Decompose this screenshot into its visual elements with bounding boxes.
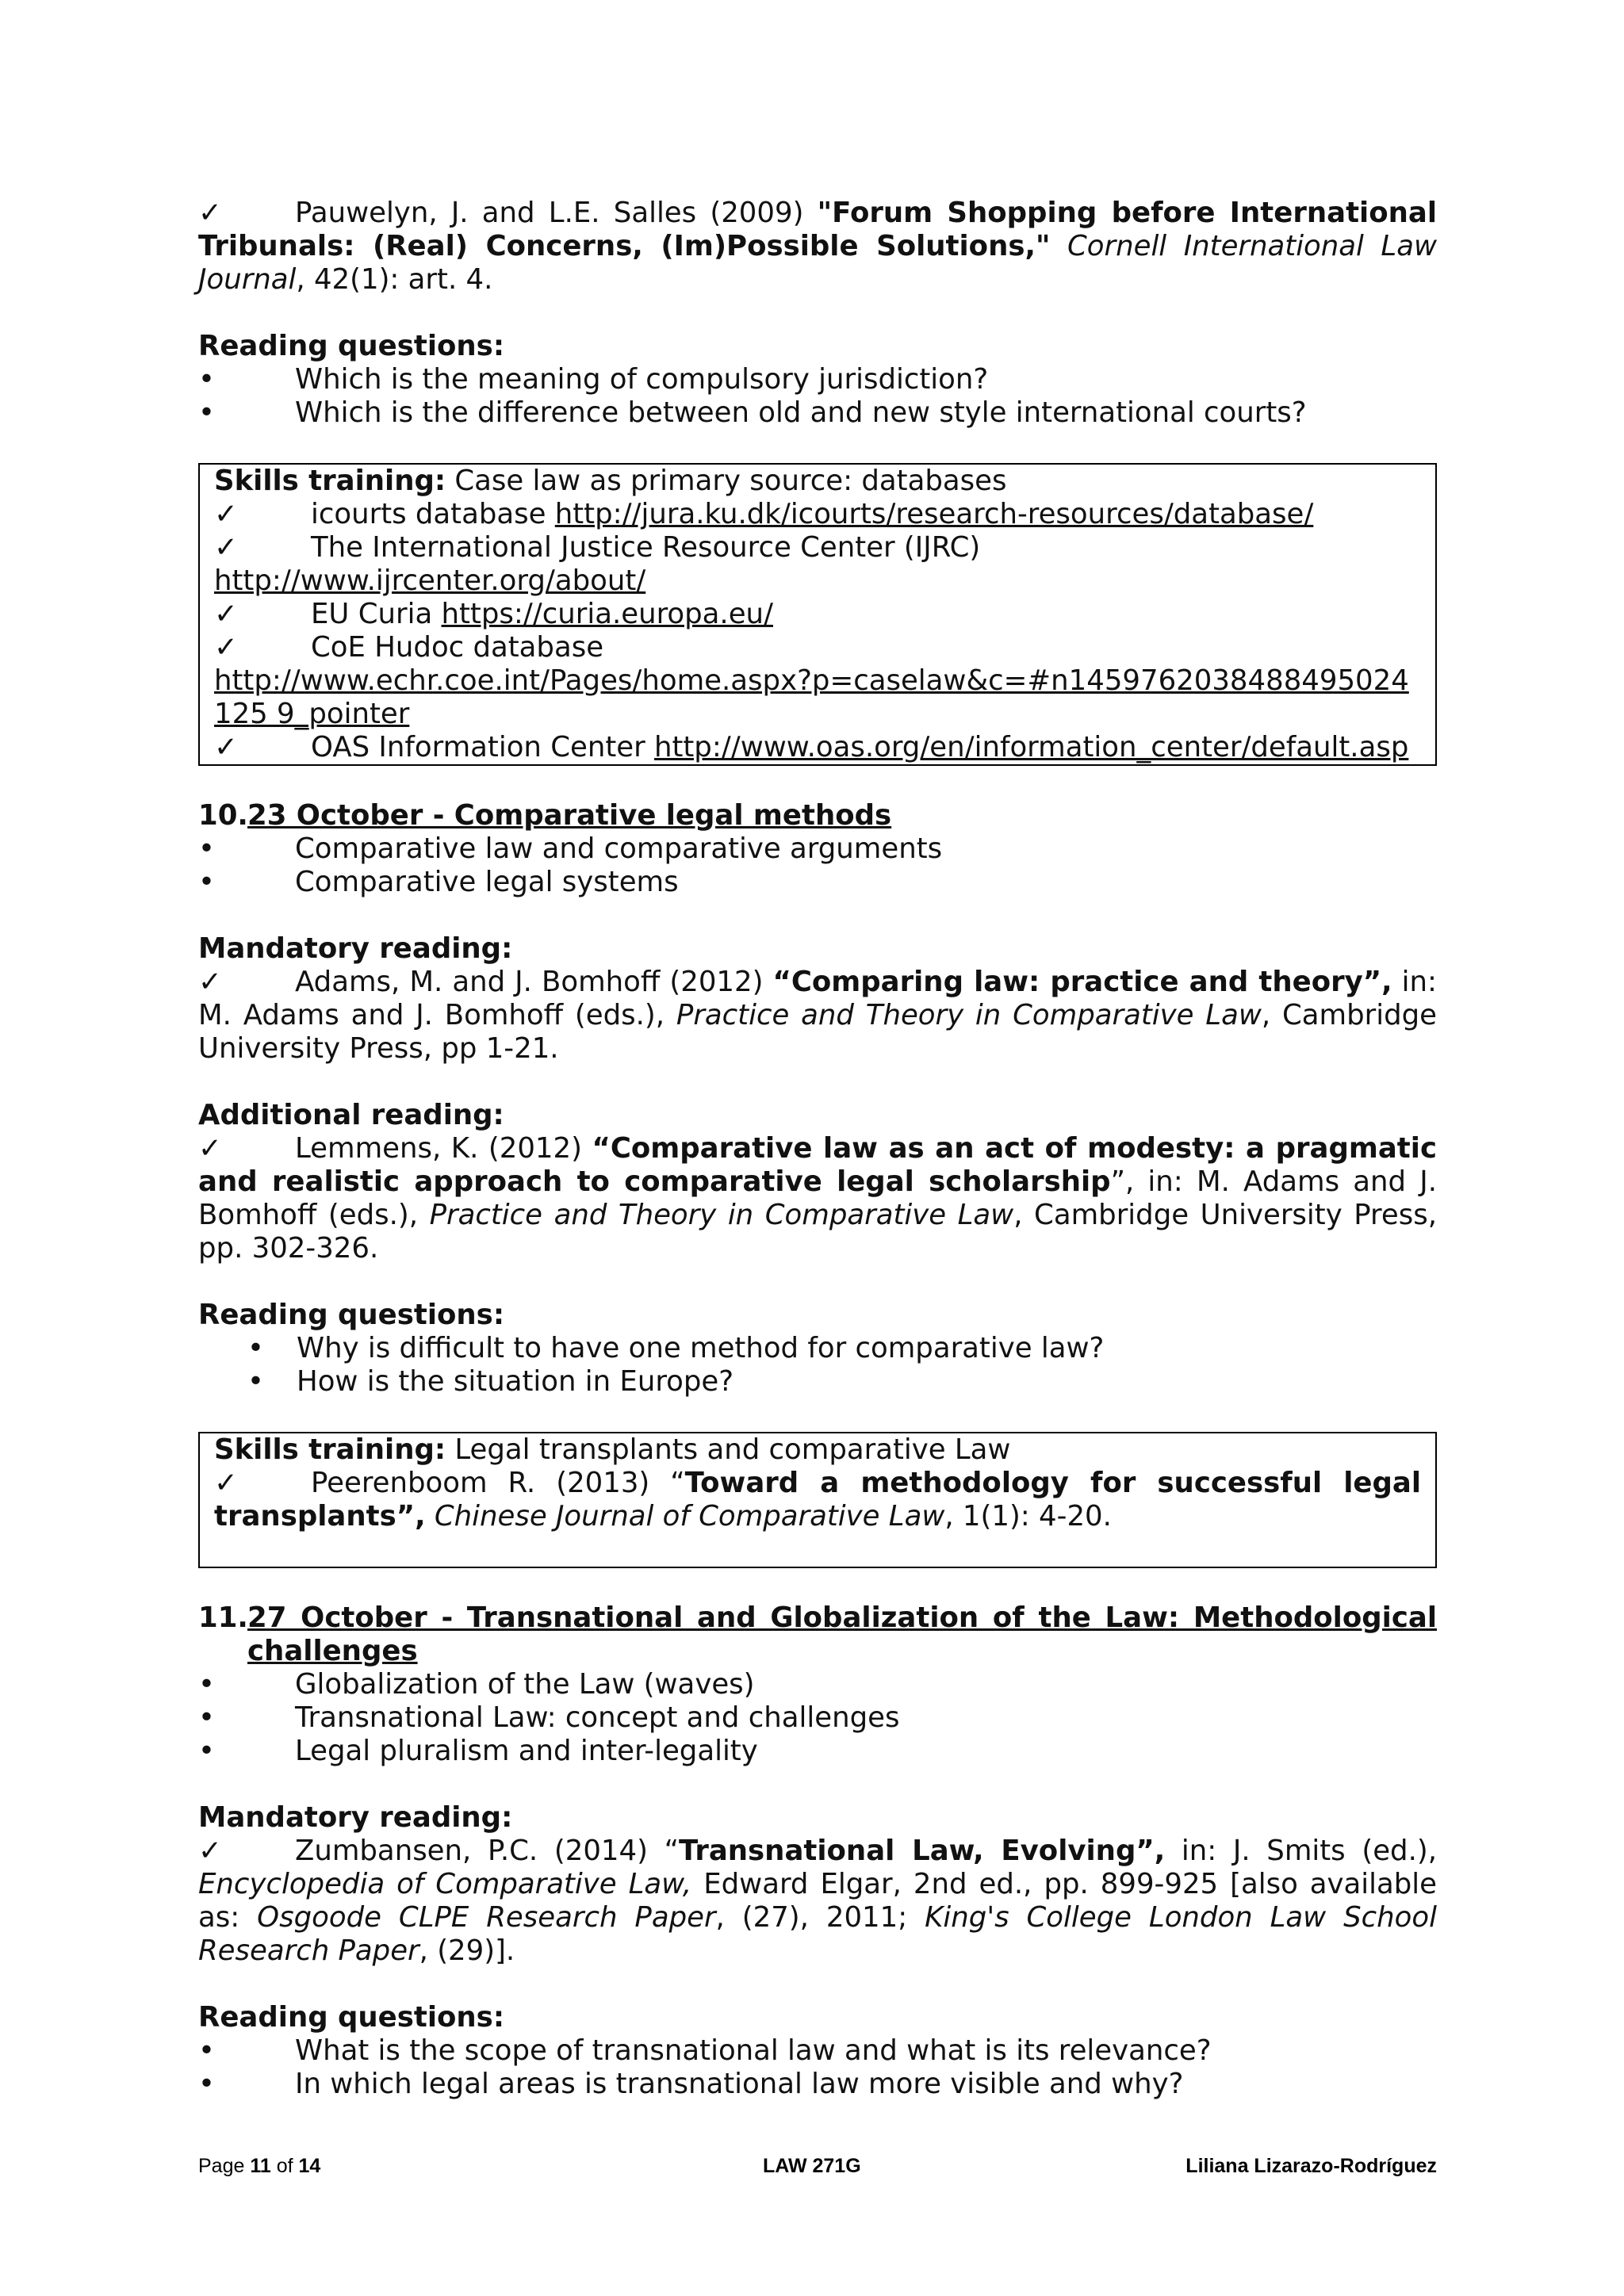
reference-peerenboom: ✓ Peerenboom R. (2013) “Toward a methodology for successful legal transplants”, Chinese Journal of Comparative Law, 1(1): 4-20. [214, 1467, 1421, 1533]
checkmark-icon: ✓ [214, 631, 238, 664]
checkmark-icon: ✓ [214, 498, 238, 530]
list-item: • How is the situation in Europe? [247, 1365, 734, 1398]
checkmark-icon: ✓ [214, 731, 238, 763]
curia-link[interactable]: https://curia.europa.eu/ [441, 598, 773, 630]
bullet-icon: • [198, 2034, 215, 2067]
page-number: Page 11 of 14 [198, 2155, 321, 2177]
checkmark-icon: ✓ [214, 531, 238, 564]
document-page [198, 197, 1437, 2101]
section-11-heading: 11. 27 October - Transnational and Globalization of the Law: Methodological challenges [198, 1601, 1437, 1667]
list-item: • Why is difficult to have one method for comparative law? [247, 1332, 1105, 1364]
list-item: • Globalization of the Law (waves) [198, 1668, 755, 1701]
reading-questions-heading: Reading questions: [198, 330, 505, 362]
list-item: • Comparative law and comparative arguments [198, 832, 943, 865]
list-item: ✓ OAS Information Center http://www.oas.org/en/information_center/default.asp [214, 731, 1409, 763]
list-item: • In which legal areas is transnational law more visible and why? [198, 2068, 1184, 2100]
reference-lemmens: ✓ Lemmens, K. (2012) “Comparative law as an act of modesty: a pragmatic and realistic approach to comparative legal scholarship”, in: M. Adams and J. Bomhoff (eds.), Practice and Theory in Comparative Law, Cambridge University Press, pp. 302-326. [198, 1132, 1437, 1265]
list-item: • Transnational Law: concept and challenges [198, 1701, 900, 1734]
list-item: ✓ EU Curia https://curia.europa.eu/ [214, 598, 773, 630]
skills-training-box: Skills training: Case law as primary source: databases ✓ icourts database http://jura.ku.dk/icourts/research-resources/database/ ✓ The International Justice Resource Center (IJRC) http://www.ijrcenter.org/about/ ✓ EU Curia https://curia.europa.eu/ ✓ CoE Hudoc database http://www.echr.coe.int/Pages/home.aspx?p=caselaw&c=#n1459762038488495024125 9_pointer ✓ OAS Information Center http://www.oas.org/en/information_center/default.asp [198, 463, 1437, 766]
bullet-icon: • [198, 2068, 215, 2100]
mandatory-reading-heading: Mandatory reading: [198, 932, 513, 965]
list-item: ✓ icourts database http://jura.ku.dk/icourts/research-resources/database/ [214, 498, 1314, 530]
reference-zumbansen: ✓ Zumbansen, P.C. (2014) “Transnational Law, Evolving”, in: J. Smits (ed.), Encyclopedia of Comparative Law, Edward Elgar, 2nd ed., pp. 899-925 [also available as: Osgoode CLPE Research Paper, (27), 2011; King's College London Law School Research Paper, (29)]. [198, 1835, 1438, 1967]
checkmark-icon: ✓ [214, 1467, 238, 1499]
bullet-icon: • [247, 1365, 264, 1398]
list-item: ✓ CoE Hudoc database [214, 631, 604, 664]
list-item: • Legal pluralism and inter-legality [198, 1735, 758, 1767]
reading-questions-heading: Reading questions: [198, 2001, 505, 2034]
list-item: • Which is the difference between old and new style international courts? [198, 396, 1307, 429]
oas-link[interactable]: http://www.oas.org/en/information_center/default.asp [653, 731, 1409, 763]
additional-reading-heading: Additional reading: [198, 1099, 504, 1131]
checkmark-icon: ✓ [198, 1132, 222, 1165]
list-item: • Comparative legal systems [198, 866, 679, 898]
ijrc-link[interactable]: http://www.ijrcenter.org/about/ [214, 564, 646, 597]
reference-pauwelyn: ✓ Pauwelyn, J. and L.E. Salles (2009) "Forum Shopping before International Tribunals: (Real) Concerns, (Im)Possible Solutions," Cornell International Law Journal, 42(1): art. 4. [198, 197, 1437, 296]
skills-training-box: Skills training: Legal transplants and comparative Law ✓ Peerenboom R. (2013) “Toward a methodology for successful legal transplants”, Chinese Journal of Comparative Law, 1(1): 4-20. [198, 1432, 1437, 1568]
bullet-icon: • [198, 396, 215, 429]
skills-training-label: Skills training: [214, 465, 446, 497]
course-code: LAW 271G [763, 2155, 861, 2177]
checkmark-icon: ✓ [198, 1835, 222, 1867]
mandatory-reading-heading: Mandatory reading: [198, 1801, 513, 1834]
bullet-icon: • [198, 363, 215, 396]
list-item: • Which is the meaning of compulsory jurisdiction? [198, 363, 989, 396]
author-name: Liliana Lizarazo-Rodríguez [1185, 2155, 1437, 2177]
checkmark-icon: ✓ [198, 197, 222, 229]
section-10-heading: 10. 23 October - Comparative legal methods [198, 799, 892, 832]
skills-training-label: Skills training: [214, 1433, 446, 1466]
bullet-icon: • [198, 1735, 215, 1767]
checkmark-icon: ✓ [198, 966, 222, 998]
bullet-icon: • [247, 1332, 264, 1364]
bullet-icon: • [198, 866, 215, 898]
checkmark-icon: ✓ [214, 598, 238, 630]
list-item: • What is the scope of transnational law and what is its relevance? [198, 2034, 1212, 2067]
reference-adams: ✓ Adams, M. and J. Bomhoff (2012) “Comparing law: practice and theory”, in: M. Adams and J. Bomhoff (eds.), Practice and Theory in Comparative Law, Cambridge University Press, pp 1-21. [198, 966, 1438, 1065]
reading-questions-heading: Reading questions: [198, 1299, 505, 1331]
list-item: ✓ The International Justice Resource Center (IJRC) [214, 531, 981, 564]
icourts-link[interactable]: http://jura.ku.dk/icourts/research-resources/database/ [554, 498, 1314, 530]
bullet-icon: • [198, 832, 215, 865]
bullet-icon: • [198, 1701, 215, 1734]
bullet-icon: • [198, 1668, 215, 1701]
hudoc-link[interactable]: http://www.echr.coe.int/Pages/home.aspx?p=caselaw&c=#n1459762038488495024125 9_pointer [214, 664, 1409, 730]
